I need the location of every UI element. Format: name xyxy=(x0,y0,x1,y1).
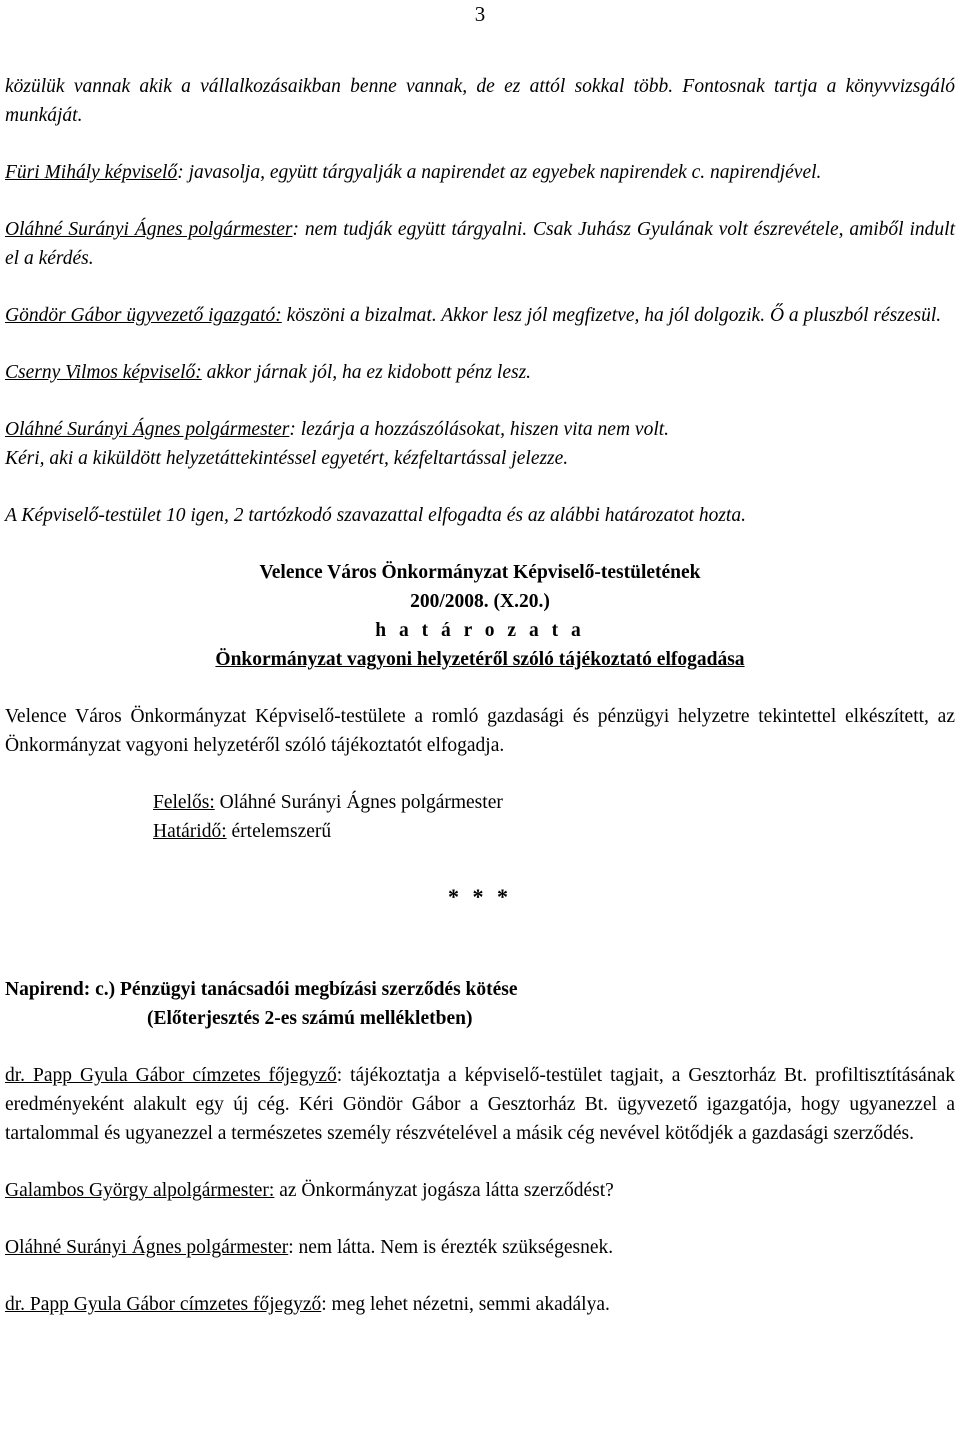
agenda-block xyxy=(5,975,955,1033)
speaker-text: akkor járnak jól, ha ez kidobott pénz lesz. xyxy=(201,362,532,383)
page-number: 3 xyxy=(474,2,486,26)
speaker-text: : javasolja, együtt tárgyalják a napirendet az egyebek napirendek c. napirendjével. xyxy=(177,162,822,183)
speaker-name: dr. Papp Gyula Gábor címzetes főjegyző xyxy=(5,1294,322,1315)
paragraph-1: közülük vannak akik a vállalkozásaikban benne vannak, de ez attól sokkal több. Fontosnak tartja a könyvvizsgáló munkáját. xyxy=(5,76,955,126)
resolution-line-2: 200/2008. (X.20.) xyxy=(410,591,550,612)
resolution-line-1: Velence Város Önkormányzat Képviselő-testületének xyxy=(259,562,701,583)
paragraph-12 xyxy=(5,1290,955,1319)
paragraph-6 xyxy=(5,415,955,473)
speaker-text: : nem látta. Nem is érezték szükségesnek. xyxy=(288,1237,614,1258)
paragraph-3 xyxy=(5,215,955,273)
paragraph-7: A Képviselő-testület 10 igen, 2 tartózkodó szavazattal elfogadta és az alábbi határozatot hozta. xyxy=(5,505,746,526)
deadline-value: értelemszerű xyxy=(226,821,332,842)
paragraph-2 xyxy=(5,158,955,187)
speaker-name: Füri Mihály képviselő xyxy=(5,162,178,183)
resolution-body: Velence Város Önkormányzat Képviselő-testülete a romló gazdasági és pénzügyi helyzetre tekintettel elkészített, az Önkormányzat vagyoni helyzetéről szóló tájékoztatót elfogadja. xyxy=(5,706,955,756)
paragraph-10 xyxy=(5,1176,955,1205)
paragraph-11 xyxy=(5,1233,955,1262)
speaker-text: köszöni a bizalmat. Akkor lesz jól megfizetve, ha jól dolgozik. Ő a pluszból részesül. xyxy=(281,305,942,326)
speaker-name: Cserny Vilmos képviselő: xyxy=(5,362,202,383)
resolution-line-3: h a t á r o z a t a xyxy=(375,620,585,641)
resolution-header xyxy=(5,558,955,674)
agenda-line-2: (Előterjesztés 2-es számú mellékletben) xyxy=(147,1008,473,1029)
speaker-name: Oláhné Surányi Ágnes polgármester xyxy=(5,419,290,440)
paragraph-9 xyxy=(5,1061,955,1148)
speaker-text: : nem tudják együtt tárgyalni. Csak Juhász Gyulának volt észrevétele, amiből indult el a kérdés. xyxy=(5,219,955,269)
deadline-line xyxy=(153,817,955,846)
speaker-text: az Önkormányzat jogásza látta szerződést? xyxy=(274,1180,614,1201)
speaker-name: Oláhné Surányi Ágnes polgármester xyxy=(5,219,293,240)
document-body xyxy=(5,72,955,1319)
resolution-title: Önkormányzat vagyoni helyzetéről szóló tájékoztató elfogadása xyxy=(215,649,745,670)
responsibility-block xyxy=(5,788,955,846)
agenda-line-1: Napirend: c.) Pénzügyi tanácsadói megbízási szerződés kötése xyxy=(5,979,518,1000)
speaker-name: dr. Papp Gyula Gábor címzetes főjegyző xyxy=(5,1065,337,1086)
paragraph-5 xyxy=(5,358,955,387)
speaker-text-line2: Kéri, aki a kiküldött helyzetáttekintéssel egyetért, kézfeltartással jelezze. xyxy=(5,448,569,469)
paragraph-4 xyxy=(5,301,955,330)
speaker-text: : lezárja a hozzászólásokat, hiszen vita nem volt. xyxy=(289,419,670,440)
speaker-name: Galambos György alpolgármester: xyxy=(5,1180,275,1201)
deadline-label: Határidő: xyxy=(153,821,227,842)
speaker-text: : meg lehet nézetni, semmi akadálya. xyxy=(321,1294,610,1315)
responsible-value: Oláhné Surányi Ágnes polgármester xyxy=(214,792,503,813)
speaker-text: : tájékoztatja a képviselő-testület tagjait, a Gesztorház Bt. profiltisztításának eredményeként alakult egy új cég. Kéri Göndör Gábor a Gesztorház Bt. ügyvezető igazgatója, hogy ugyanezzel a tartalommal és ugyanezzel a természetes személy részvételével a másik cég nevével kötődjék a gazdasági szerződés. xyxy=(5,1065,955,1144)
section-separator: * * * xyxy=(448,884,512,909)
responsible-label: Felelős: xyxy=(153,792,215,813)
speaker-name: Oláhné Surányi Ágnes polgármester xyxy=(5,1237,289,1258)
responsible-line xyxy=(153,788,955,817)
speaker-name: Göndör Gábor ügyvezető igazgató: xyxy=(5,305,282,326)
